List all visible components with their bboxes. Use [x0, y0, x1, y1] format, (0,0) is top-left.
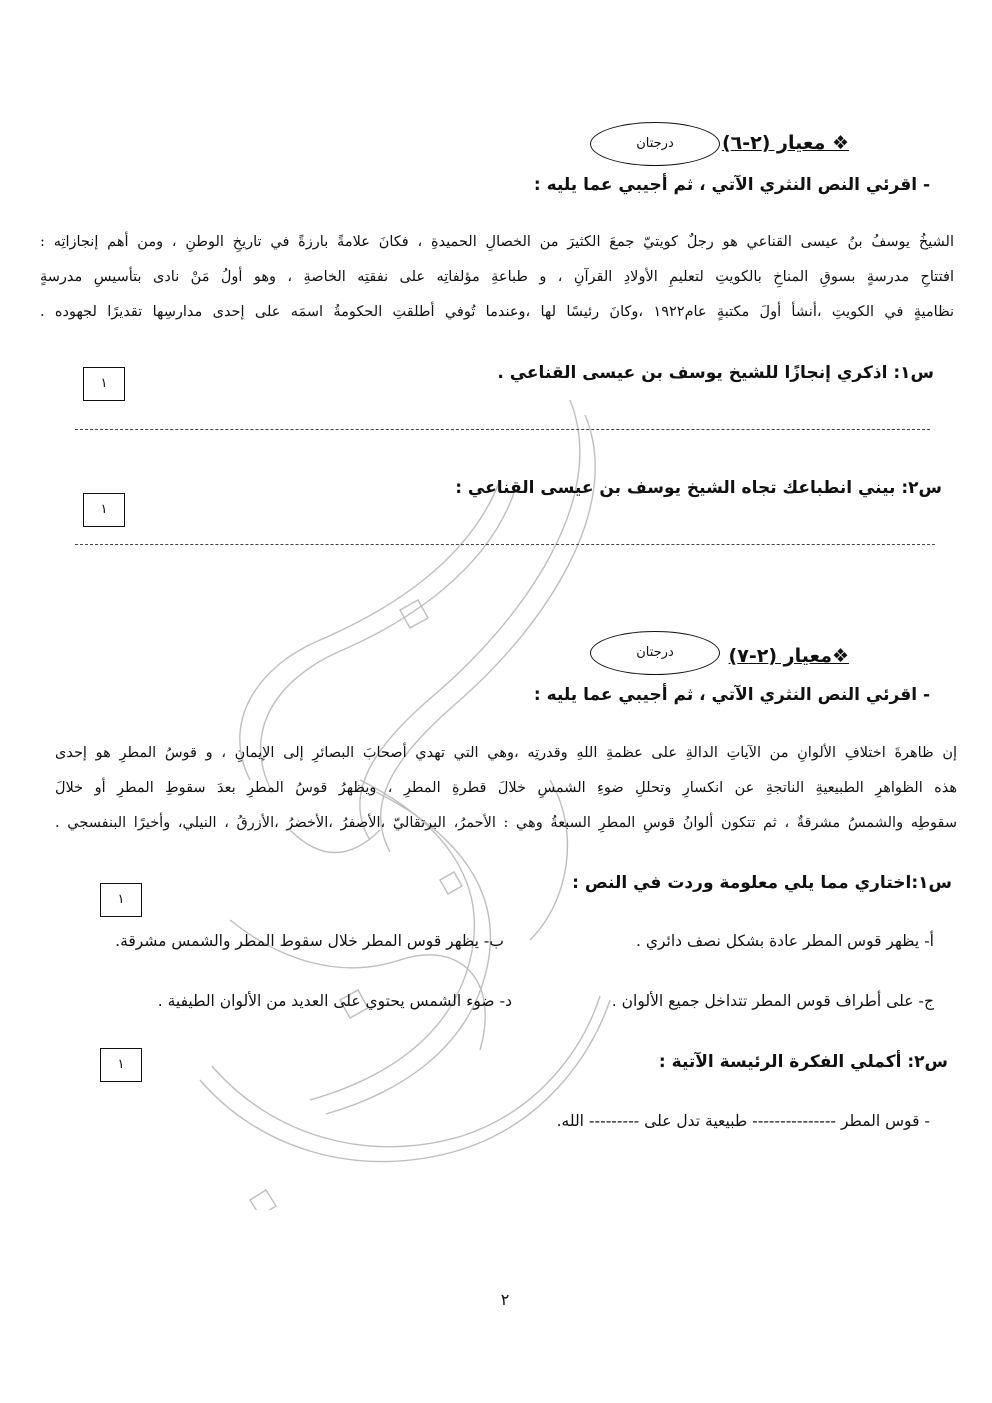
- choice-c[interactable]: ج- على أطراف قوس المطر تتداخل جميع الألوان .: [611, 992, 934, 1010]
- question-1: س١: اذكري إنجازًا للشيخ يوسف بن عيسى القناعي .: [497, 363, 934, 383]
- choice-d[interactable]: د- ضوء الشمس يحتوي على العديد من الألوان الطيفية .: [157, 992, 512, 1010]
- question-1: س١:اختاري مما يلي معلومة وردت في النص :: [572, 873, 952, 893]
- page-number: ٢: [500, 1290, 510, 1309]
- choice-b[interactable]: ب- يظهر قوس المطر خلال سقوط المطر والشمس مشرقة.: [115, 932, 504, 950]
- reading-passage: [55, 736, 957, 841]
- question-2: س٢: بيني انطباعك تجاه الشيخ يوسف بن عيسى القناعي :: [455, 478, 942, 498]
- score-box: [100, 883, 142, 917]
- instruction-text: - اقرئي النص النثري الآتي ، ثم أجيبي عما يليه :: [533, 175, 930, 195]
- answer-line[interactable]: [75, 544, 935, 545]
- instruction-text: - اقرئي النص النثري الآتي ، ثم أجيبي عما يليه :: [533, 685, 930, 705]
- grade-oval: [590, 631, 720, 675]
- grade-oval: [590, 122, 720, 166]
- passage-line: الشيخُ يوسفُ بنُ عيسى القناعي هو رجلٌ كويتيّ جمعَ الكثيرَ من الخصالِ الحميدةِ ، فكانَ علامةً بارزةً في تاريخِ الوطنِ ، ومن أهم إنجازاتِه :: [40, 234, 954, 250]
- score-value: ١: [100, 502, 108, 517]
- passage-line: إن ظاهرةَ اختلافِ الألوانِ من الآياتِ الدالةِ على عظمةِ اللهِ وقدرتِه ،وهي التي تهدي أصحابَ البصائرِ إلى الإيمانِ ، و قوسُ المطرِ هو إحدى: [55, 745, 957, 761]
- score-value: ١: [117, 1057, 125, 1072]
- passage-line: افتتاحِ مدرسةٍ بسوقِ المناخِ بالكويتِ لتعليمِ الأولادِ القرآنِ ، و طباعةِ مؤلفاتِه على نفقتِه الخاصةِ ، وهو أولُ مَنْ نادى بتأسيسِ مدرسةٍ: [40, 269, 954, 285]
- section-title: [729, 645, 849, 667]
- grade-label: درجتان: [636, 136, 674, 151]
- passage-line: سقوطِه والشمسُ مشرقةٌ ، ثم تتكون ألوانُ قوسِ المطرِ السبعةُ وهي : الأحمرُ، البرتقاليّ ،الأصفرُ ،الأخضرُ ،الأزرقُ ، النيلي، وأخيرًا البنفسجي .: [55, 815, 957, 831]
- score-box: [83, 367, 125, 401]
- grade-label: درجتان: [636, 645, 674, 660]
- score-box: [83, 493, 125, 527]
- choice-a[interactable]: أ- يظهر قوس المطر عادة بشكل نصف دائري .: [635, 932, 934, 950]
- completion-line[interactable]: - قوس المطر --------------- طبيعية تدل على --------- الله.: [556, 1112, 930, 1130]
- standard-title: ❖ معيار (٢-٦): [721, 132, 849, 154]
- standard-title: ❖معيار (٢-٧): [728, 645, 849, 667]
- passage-line: هذه الظواهرِ الطبيعيةِ الناتجةِ عن انكسارِ وتحللِ ضوءِ الشمسِ خلالَ قطرةِ المطرِ ، ويظهرُ قوسُ المطرِ بعدَ سقوطِ المطرِ أو خلالَ: [55, 780, 957, 796]
- answer-line[interactable]: [75, 429, 930, 430]
- section-title: [722, 132, 849, 154]
- passage-line: نظاميةٍ في الكويتِ ،أنشأ أولَ مكتبةٍ عام١٩٢٢ ،وكانَ رئيسًا لها ،وعندما تُوفي أطلقتِ الحكومةُ اسمَه على إحدى مدارسِها تقديرًا لجهوده .: [40, 304, 954, 320]
- question-2: س٢: أكملي الفكرة الرئيسة الآتية :: [658, 1052, 948, 1072]
- score-value: ١: [117, 892, 125, 907]
- reading-passage: [40, 225, 954, 330]
- score-box: [100, 1048, 142, 1082]
- score-value: ١: [100, 376, 108, 391]
